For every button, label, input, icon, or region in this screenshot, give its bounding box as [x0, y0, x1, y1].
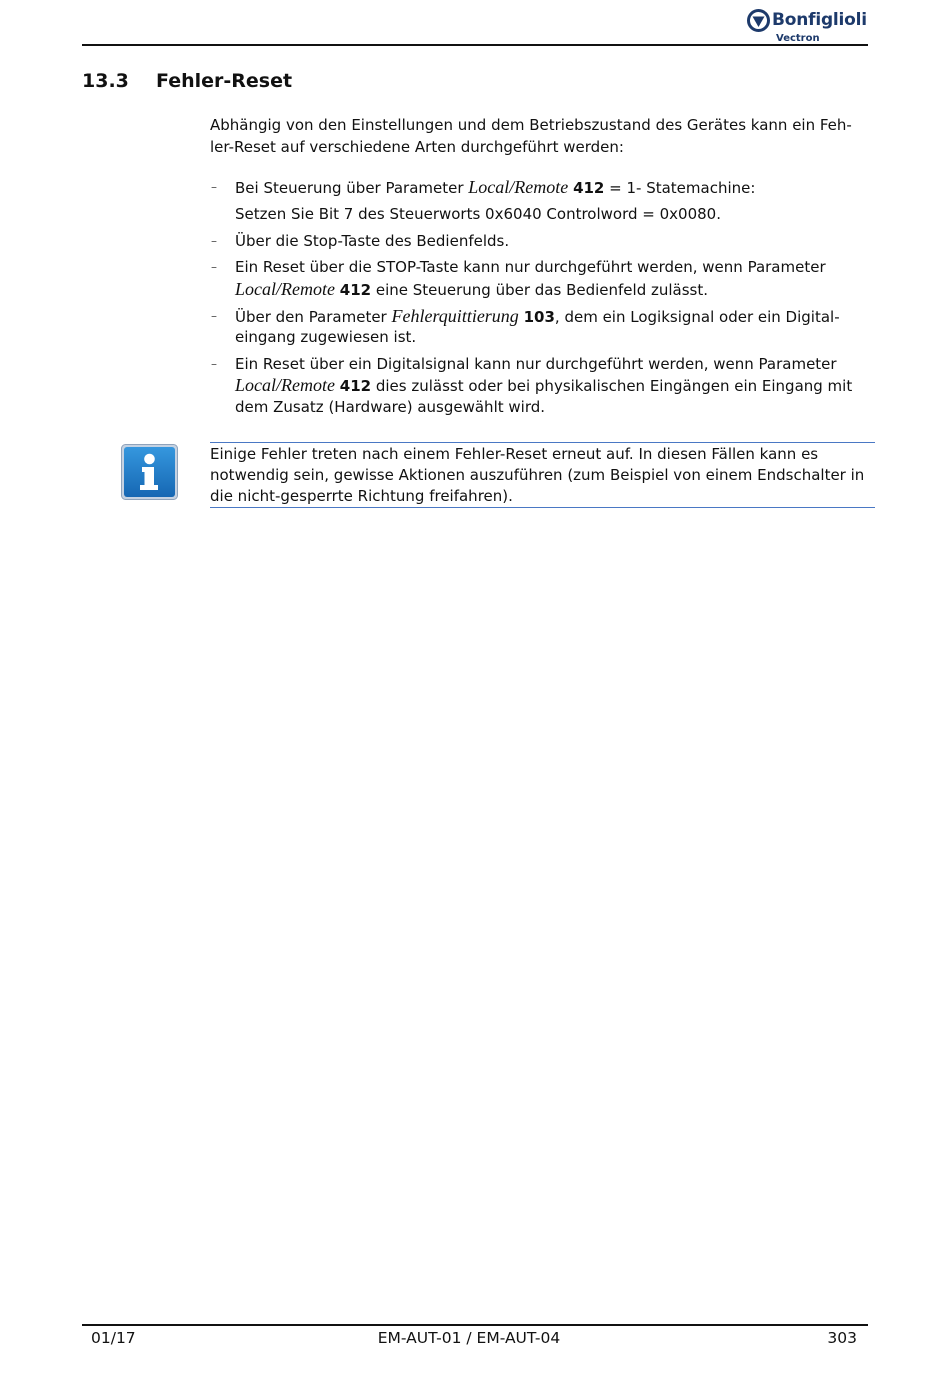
list-bullet: – [211, 308, 217, 323]
list-item-line: Über die Stop-Taste des Bedienfelds. [235, 231, 510, 250]
list-item [210, 231, 852, 253]
info-icon-dot [144, 454, 155, 465]
list-item [210, 177, 852, 199]
list-item [210, 354, 852, 419]
parameter-number: 103 [523, 307, 555, 326]
list-item-line [235, 306, 852, 328]
parameter-name: Local/Remote [235, 375, 335, 396]
section-title: Fehler-Reset [156, 70, 293, 92]
parameter-number: 412 [573, 179, 605, 197]
page-number: 303 [827, 1329, 857, 1347]
note-line: notwendig sein, gewisse Aktionen auszuführen (zum Beispiel von einem Endschalter in [210, 466, 865, 484]
list-bullet: – [211, 233, 217, 248]
intro-line: Abhängig von den Einstellungen und dem Betriebszustand des Gerätes kann ein Feh- [210, 116, 852, 134]
list-bullet: – [211, 180, 217, 194]
list-item [210, 306, 852, 349]
section-number: 13.3 [82, 70, 129, 92]
info-icon [121, 444, 178, 500]
list-text: , dem ein Logiksignal oder ein Digital- [554, 307, 840, 326]
list-bullet: – [211, 356, 217, 371]
note-line: die nicht-gesperrte Richtung freifahren). [210, 487, 513, 505]
list-item-line [235, 375, 852, 397]
list-item-line: dem Zusatz (Hardware) ausgewählt wird. [235, 397, 546, 416]
section-heading [82, 69, 482, 93]
parameter-name: Local/Remote [235, 278, 335, 299]
list-bullet: – [211, 260, 217, 275]
intro-paragraph [210, 115, 852, 158]
reset-methods-list [210, 177, 852, 424]
info-note [210, 442, 875, 508]
list-item [210, 257, 852, 300]
list-text: = 1- Statemachine: [604, 179, 756, 197]
brand-name: Bonfiglioli [772, 10, 867, 30]
list-text: Bei Steuerung über Parameter [235, 179, 469, 197]
list-text: eine Steuerung über das Bedienfeld zulässt. [371, 280, 708, 299]
list-item-line: Ein Reset über ein Digitalsignal kann nur durchgeführt werden, wenn Parameter [235, 354, 837, 373]
note-line: Einige Fehler treten nach einem Fehler-Reset erneut auf. In diesen Fällen kann es [210, 445, 819, 463]
list-item-line: Setzen Sie Bit 7 des Steuerworts 0x6040 Controlword = 0x0080. [235, 204, 721, 223]
parameter-name: Fehlerquittierung [391, 305, 519, 326]
intro-line: ler-Reset auf verschiedene Arten durchgeführt werden: [210, 137, 624, 156]
list-text: dies zulässt oder bei physikalischen Eingängen ein Eingang mit [371, 377, 853, 396]
brand-subline: Vectron [776, 33, 820, 44]
list-item-line: Ein Reset über die STOP-Taste kann nur durchgeführt werden, wenn Parameter [235, 258, 826, 277]
list-text: Über den Parameter [235, 307, 392, 326]
brand-logo [746, 7, 870, 45]
parameter-name: Local/Remote [468, 177, 569, 197]
parameter-number: 412 [339, 377, 372, 396]
list-item-continuation [210, 204, 852, 226]
header-divider [82, 44, 868, 46]
list-item-line [235, 177, 852, 199]
list-item-line: eingang zugewiesen ist. [235, 328, 417, 347]
footer-document-id: EM-AUT-01 / EM-AUT-04 [377, 1329, 561, 1347]
footer-divider [82, 1324, 868, 1326]
parameter-number: 412 [339, 280, 372, 299]
footer-date: 01/17 [91, 1329, 136, 1347]
bonfiglioli-emblem-icon [746, 8, 771, 33]
list-item-line [235, 279, 852, 301]
